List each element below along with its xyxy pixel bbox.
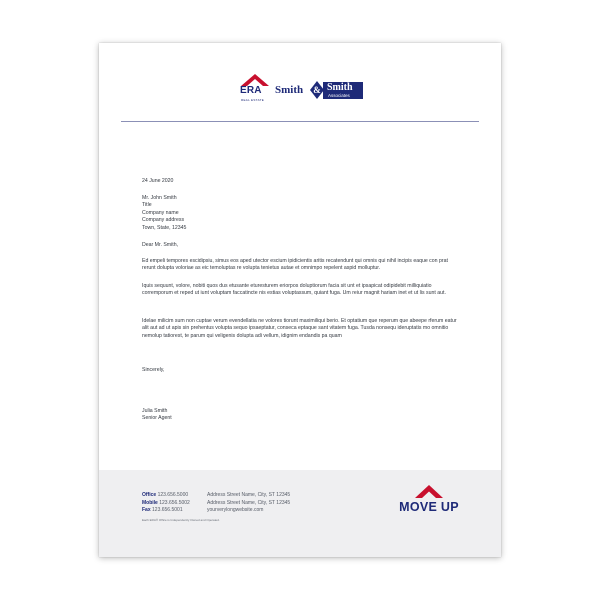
recipient-line: Town, State, 12345 <box>142 224 187 231</box>
footer-addresses <box>207 492 290 515</box>
address-line: Address Street Name, City, ST 12345 <box>207 499 291 506</box>
roof-icon <box>414 483 444 499</box>
letterhead-page <box>99 43 501 557</box>
fax-label: Fax <box>142 507 151 514</box>
recipient-line: Company address <box>142 217 185 224</box>
era-logo-text: ERA <box>240 85 262 96</box>
letter-greeting: Dear Mr. Smith, <box>142 242 179 248</box>
signer-title: Senior Agent <box>142 415 172 422</box>
partner-ampersand: & <box>313 85 321 95</box>
letter-paragraph: Idelae milicim sum non cuptae verum evendellatia ne volores tiorunt maximiliqui berio. Et optatium que reperum que abeepe rferum eatur alit aut ad ut apis sin prehentus volupta sequo ipsaeptatur, conseca eptaque sant vitatem fuga. Tusda nonsequ ideruptatis mo omnitio nemolup tatiorest, te parum qui veligenis dolupta adi vellum, idignim endandis pa quam <box>142 318 457 339</box>
signer-name: Julia Smith <box>142 408 168 414</box>
office-label: Office <box>142 492 157 498</box>
recipient-line: Title <box>142 202 152 209</box>
fax-row <box>142 507 190 515</box>
partner-name-2: Smith <box>327 82 353 93</box>
partner-subtitle: Associates <box>328 93 350 98</box>
header-logos <box>239 71 369 109</box>
partner-logo <box>275 80 365 104</box>
mobile-row <box>142 500 190 508</box>
recipient-line: Mr. John Smith <box>142 195 177 201</box>
letter-paragraph: Iquis sequunt, volore, nobiti quos dus etusante eturesturem eriorpos doluptiorum facia sit unt et ipsapicat odipidebit milliquiatio corremporum et reped ut iunt voluptam faccatincte nis estias voluptassum, quiant fuga. Um reiur magnit hariam inet et ut lis sunt aut. <box>142 283 446 297</box>
era-logo-subtext: REAL ESTATE <box>241 98 265 102</box>
header-divider <box>121 121 479 122</box>
partner-name-2-box <box>323 82 363 99</box>
address-line: Address Street Name, City, ST 12345 <box>207 492 291 498</box>
move-up-logo-text: MOVE UP <box>399 500 459 514</box>
footer-disclaimer: Each ERA® Office is Independently Owned and Operated. <box>142 518 220 522</box>
recipient-line: Company name <box>142 209 179 216</box>
signature-block <box>142 408 460 423</box>
contact-numbers <box>142 492 190 515</box>
office-row <box>142 492 190 500</box>
website-link[interactable]: yourverylongwebsite.com <box>207 507 264 514</box>
letterhead-footer <box>99 470 501 557</box>
mobile-phone: 123.656.5002 <box>159 499 190 506</box>
era-logo <box>239 71 273 105</box>
office-phone: 123.656.5000 <box>157 492 189 498</box>
mobile-label: Mobile <box>142 499 158 506</box>
move-up-logo <box>394 483 464 523</box>
letter-paragraph: Ed empeli tempores escidipsiu, simus eos aped utector escium ipidicientis aritis recatendunt qui omnis qui nihil incipis eaque con prat rerunt dolupta voloriae as eic temoluptas re volupta tenietus autae et omnimpo repelent aspid molluptur. <box>142 258 448 272</box>
partner-name-1: Smith <box>275 84 304 96</box>
fax-phone: 123.656.5001 <box>152 507 183 514</box>
letter-closing: Sincerely, <box>142 367 165 373</box>
recipient-address <box>142 195 460 232</box>
letter-date: 24 June 2020 <box>142 178 174 184</box>
